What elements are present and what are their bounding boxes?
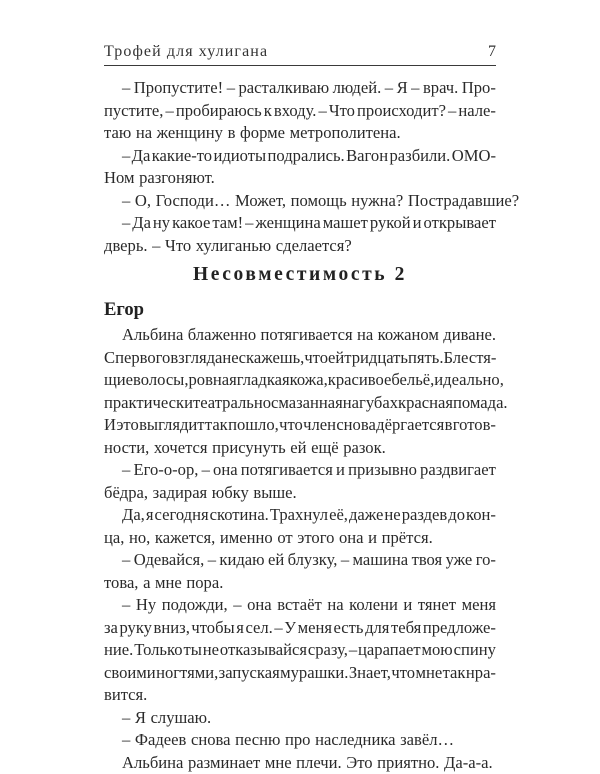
chapter-body-text: [104, 324, 496, 774]
text-line: за руку вниз, чтобы я сел. – У меня есть для тебя предложе-: [104, 617, 496, 640]
previous-section-text: [104, 77, 496, 257]
text-line: ца, но, кажется, именно от этого она и прётся.: [104, 527, 496, 550]
text-line: – Ну подожди, – она встаёт на колени и тянет меня: [104, 594, 496, 617]
text-line: своими ногтями, запуская мурашки. Знает, что мне так нра-: [104, 662, 496, 685]
text-line: практически театрально смазанная на губах красная помада.: [104, 392, 496, 415]
text-line: – Фадеев снова песню про наследника завёл…: [104, 729, 496, 752]
text-line: пустите, – пробираюсь к входу. – Что происходит? – нале-: [104, 100, 496, 123]
running-title: Трофей для хулигана: [104, 43, 268, 61]
text-line: – Да ну какое там! – женщина машет рукой и открывает: [104, 212, 496, 235]
text-line: – Я слушаю.: [104, 707, 496, 730]
character-name-heading: Егор: [104, 299, 144, 321]
text-line: щие волосы, ровная гладкая кожа, красивое бельё, идеально,: [104, 369, 496, 392]
text-line: таю на женщину в форме метрополитена.: [104, 122, 496, 145]
text-line: това, а мне пора.: [104, 572, 496, 595]
text-line: Да, я сегодня скотина. Трахнул её, даже не раздев до кон-: [104, 504, 496, 527]
text-line: бёдра, задирая юбку выше.: [104, 482, 496, 505]
page-number: 7: [488, 43, 496, 61]
text-line: Альбина разминает мне плечи. Это приятно. Да-а-а.: [104, 752, 496, 774]
text-line: дверь. – Что хулиганью сделается?: [104, 235, 496, 258]
text-line: Альбина блаженно потягивается на кожаном диване.: [104, 324, 496, 347]
text-line: – Одевайся, – кидаю ей блузку, – машина твоя уже го-: [104, 549, 496, 572]
text-line: – Его-о-ор, – она потягивается и призывно раздвигает: [104, 459, 496, 482]
text-line: И это выглядит так пошло, что член снова дёргается в готов-: [104, 414, 496, 437]
running-header: [104, 43, 496, 66]
text-line: С первого взгляда не скажешь, что ей тридцать пять. Блестя-: [104, 347, 496, 370]
text-line: – Пропустите! – расталкиваю людей. – Я – врач. Про-: [104, 77, 496, 100]
text-line: ности, хочется присунуть ей ещё разок.: [104, 437, 496, 460]
chapter-title: Несовместимость 2: [104, 264, 496, 286]
text-line: – О, Господи… Может, помощь нужна? Пострадавшие?: [104, 190, 496, 213]
text-line: Ном разгоняют.: [104, 167, 496, 190]
text-line: – Да какие-то идиоты подрались. Вагон разбили. ОМО-: [104, 145, 496, 168]
text-line: вится.: [104, 684, 496, 707]
text-line: ние. Только ты не отказывайся сразу, – царапает мою спину: [104, 639, 496, 662]
